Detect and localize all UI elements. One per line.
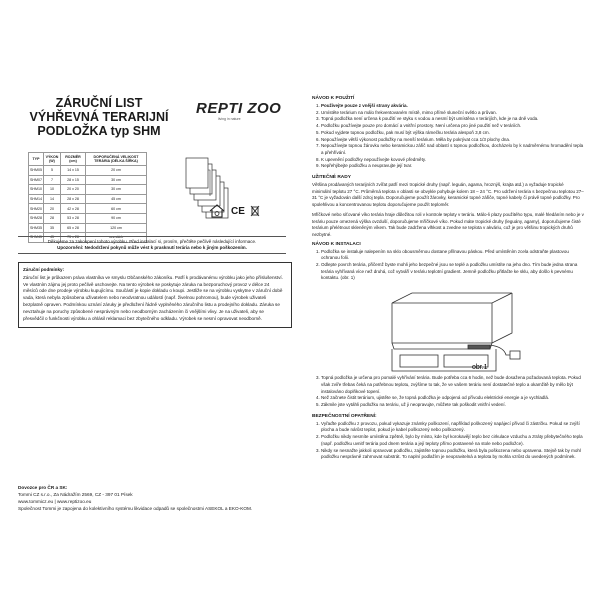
cell: SHM10 [29, 185, 44, 195]
list-item: 2. Podložku nikdy nesmíte umístěna zpětně, bylo by místo, kde byl korokavějí teplo bez cirkulace vzduchu a ztráty přebytečného tepla (např. podložku uvnitř terária pod dnem terária a její teploty přímo postavené na stole nebo podložce). [321, 434, 584, 447]
cell: 30 cm [85, 175, 146, 185]
cell: 53 x 28 [60, 213, 85, 223]
warranty-heading: Záruční podmínky: [23, 267, 65, 272]
cell: 14 x 15 [60, 166, 85, 176]
cell: SHM35 [29, 223, 44, 233]
cell: 20 x 20 [60, 185, 85, 195]
supplier-heading: Dovozce pro ČR a SK: [18, 485, 68, 490]
list-item: 4. Podložku používejte pouze pro domácí a vnitřní prostory. Není určena pro jiné použití než v teráriích. [321, 123, 584, 130]
cell: 42 x 28 [60, 204, 85, 214]
title-line: VÝHŘEVNÁ TERARIJNÍ [29, 110, 169, 124]
weee-bin-icon [250, 204, 260, 218]
cell: 14 [43, 194, 60, 204]
cell: 75 x 28 [60, 233, 85, 243]
document-title [24, 96, 174, 138]
tips-paragraph: Mříčkové nebo síťované víko terária hraje důležitou roli v kontrole teploty v teráriu. Málo-li plazy použitého typu, malé hledáním nebo je v teráriu pouze omezená výška ovzduší, doporučujeme mříčkové víko. Pokud máte tropické druhy (leguány, agamy), doporučujeme čisté terárium přelétnout skleněným víkem. Tak bude zadržena vlhkost a zvedne se teplota v akváriu, což je pro většinu tropických druhů nezbytné. [312, 211, 584, 237]
warranty-conditions-box [18, 262, 292, 328]
cell: 28 x 15 [60, 175, 85, 185]
cell: 120 cm [85, 223, 146, 233]
col-header: ROZMĚR (cm) [60, 153, 85, 166]
thanks-notice [18, 236, 286, 254]
table-row [29, 194, 147, 204]
cell: 28 [43, 213, 60, 223]
usage-list [312, 103, 584, 170]
list-item: 1. Podložka se instaluje nalepením na sklo obousměrnou dostane přilnavou páskou. Před umístěním zcela odstraňte plastovou ochranou folii. [321, 249, 584, 262]
supplier-web: www.tommicz.eu | www.reptizoo.eu [18, 499, 92, 504]
table-row [29, 204, 147, 214]
cell: 7 [43, 175, 60, 185]
supplier-address: Tommi CZ s.r.o., Za Nádražím 2569, CZ - 397 01 Písek [18, 492, 133, 497]
list-item: 5. Pokud vyjdete topnou podložku, pak musí být výška rámečku terária alespoň 3,8 cm. [321, 130, 584, 137]
plug [510, 351, 520, 359]
cell: 20 cm [85, 166, 146, 176]
cell: 65 x 28 [60, 223, 85, 233]
right-column [312, 96, 584, 461]
list-item: 6. Nepoužívejte větší výkonost podložky na menší terárium. Měla by pokrývat cca 1/3 plochy dna. [321, 137, 584, 144]
list-item: 1. Používejte pouze z vnější strany akvária. [321, 103, 584, 110]
cell: 28 x 28 [60, 194, 85, 204]
heat-mat [468, 345, 490, 349]
cabinet-drawer [400, 355, 438, 367]
usage-heading: NÁVOD K POUŽITÍ [312, 96, 355, 101]
table-row [29, 223, 147, 233]
title-line: ZÁRUČNÍ LIST [55, 96, 143, 110]
house-recycling-icon [208, 204, 226, 218]
logo-text: REPTI ZOO [196, 100, 282, 117]
warranty-text: Záruční list je průkazem práva vlastníka ve smyslu Občanského zákoníku. Patří k prodávanému výrobku jako jeho příslušenství. Ve vlastním zájmu jej proto pečlivě uschovejte. Na tento výrobek se poskytuje záruka na bezporuchový provoz v délce 24 měsíců ode dne prodeje výrobku kupujícímu. Součástí je kopie dokladu o koupi. Jestliže se na výrobku vyskytne v záruční době vada, která nebyla způsobena uživatelem nebo neodvratnou událostí (např. živelnou pohromou), bude výrobek uživateli bezplatně opraven. Podmínkou uznání záruky je předložení řádně vyplněného záručního listu a prodejního dokladu. Záruka se nevztahuje na poruchy způsobené nesprávným nebo neodborným zacházením či vnějšími vlivy. Je na uživateli, aby se přesvědčil o funkčnosti výrobku a ohlásil reklamaci bez zbytečného odkladu. Výrobek se nesmí opravovat neodborně. [23, 274, 283, 321]
cell: 5 [43, 166, 60, 176]
list-item: 3. Topná podložka není určena k použití ve styku s vodou a nesmí být umístěna v terárijích, kde je na dně voda. [321, 116, 584, 123]
col-header: VÝKON (W) [43, 153, 60, 166]
cell: SHM28 [29, 213, 44, 223]
figure-label: obr.1 [472, 364, 488, 372]
tips-heading: UŽITEČNÉ RADY [312, 175, 351, 181]
list-item: 9. Nepřehýbejte podložku a neupravujte její tvar. [321, 163, 584, 170]
list-item: 2. Umístěte terárium na málo frekventovaném místě, mimo přímé sluneční světlo a průvan. [321, 110, 584, 117]
logo-tagline: living in nature [218, 117, 241, 121]
table-row [29, 213, 147, 223]
cell: 45 [43, 233, 60, 243]
warning-text: Upozornění: Nedodržení pokynů může vést k prasknutí terária nebo k jiným poškozením. [57, 245, 247, 250]
supplier-info [18, 484, 286, 512]
terrarium-installation-figure [372, 285, 532, 373]
list-item: 7. Nepoužívejte topnou žárovku nebo keramickou zářič nad oblastí s topnou podložkou, docházelo by k nadměrnému hromadění tepla a přehřívání. [321, 143, 584, 156]
list-item: 4. Než začnete čistit terárium, ujistěte se, že topná podložka je odpojená od přívodu elektrické energie a je vychladlá. [321, 395, 584, 402]
cell: 60 cm [85, 204, 146, 214]
cell: SHM07 [29, 175, 44, 185]
col-header: DOPORUČENÁ VELIKOST TERÁRIA (DÉLKA ŠÍŘKA) [85, 153, 146, 166]
list-item: 3. Topná podložka je určena pro pomalé vyhřívání terária. Bude potřeba cca 6 hodin, než bude dosažena požadovaná teplota. Pokud však zvíře třebas čeká na potřebnou teplotu, zvýšíme to tak, že ve vašem teráriu není dostatečné teplo a okamžitě by mělo být instalováno doplňkové topení. [321, 375, 584, 395]
spec-table [28, 152, 147, 243]
title-line: PODLOŽKA typ SHM [37, 124, 161, 138]
terrarium-lid [392, 293, 512, 303]
cell: 20 [43, 204, 60, 214]
list-item: 1. Vyřaďte podložku z provozu, pokud vykazuje známky poškození, například poškozený napájecí přívod či zástrčku. Pokud se zvýší plocha a bude nárůst teplot, pokud je kabel poškozený nebo poškozený. [321, 421, 584, 434]
thanks-text: Děkujeme za zakoupení tohoto výrobku. Před instalací si, prosím, přečtěte pečlivě následující informace. [47, 239, 257, 244]
safety-list [312, 421, 584, 461]
table-row [29, 185, 147, 195]
mat-shape [186, 158, 208, 188]
supplier-recycling: Společnost Tommi je zapojena do kolektivního systému likvidace odpadů se společnostmi ASEKOL a EKO-KOM. [18, 506, 253, 511]
tips-paragraph: Většina prodávaných terarijních zvířat patří mezi tropické druhy (např. leguán, agama, hroznýš, krajta atd.) a vyžaduje tropické minimální teplotu 27 °C. Průměrná teplota v oblasti se obvykle pohybuje kolem 18 – 24 °C. Pro udržení terária s bezpečnou teplotou 27–31 °C je vyžadován další zdroj tepla. Doporučujeme použít žárovky, keramické topné zářiče, topné kabely či právě topné podložky. Pro spolehlivou a koncentrovanou teplotu doporučujeme použít teploměr. [312, 182, 584, 208]
terrarium-glass [392, 293, 512, 343]
list-item: 3. Nikdy se nesnažte jakkoli opravovat podložku, zajistěte topnou podložku, která byla poškozena nebo upravena. Stejně tak by mohl podložku nesprávně zahrnovat substrát. To naplní podlažím je neopravitelná a teplota by mohla vzrůst do uvedených podmínek. [321, 448, 584, 461]
cell: 35 [43, 223, 60, 233]
cell: SHM45 [29, 233, 44, 243]
list-item: 5. Zákmile jste vytáhli podložku na teráriu, už ji neopravujte, můžete tak poškodit vnitřní vedení. [321, 402, 584, 409]
cell: SHM14 [29, 194, 44, 204]
table-header-row [29, 153, 147, 166]
power-cable [490, 345, 510, 355]
install-heading: NÁVOD K INSTALACI [312, 241, 361, 247]
install-list-continued [312, 375, 584, 409]
list-item: 2. Odlepte povrch terária, přičemž byste mohli jeho bezpečné jsou se teplé a podložku umístíte na jeho dno. Tím bude jedna strana terária vyhřívaná více než druhá, což vytváří v teráriu teplotní gradient. Jemně podložku přitlačte ke sklu, aby došlo k pevnému kontaktu. (obr. 1) [321, 262, 584, 282]
cell: 30 cm [85, 185, 146, 195]
ce-mark-icon: CE [231, 205, 245, 217]
cell: SHM05 [29, 166, 44, 176]
cell: 10 [43, 185, 60, 195]
cell: SHM20 [29, 204, 44, 214]
left-column [18, 96, 286, 511]
safety-heading: BEZPEČNOSTNÍ OPATŘENÍ: [312, 413, 377, 419]
table-row [29, 166, 147, 176]
cell: 45 cm [85, 194, 146, 204]
reptizoo-logo [196, 100, 282, 122]
cell: neználek [85, 233, 146, 243]
table-row [29, 175, 147, 185]
col-header: TYP [29, 153, 44, 166]
cell: 90 cm [85, 213, 146, 223]
certification-icons [208, 204, 260, 218]
list-item: 8. K upevnění podložky nepoužívejte kovové předměty. [321, 157, 584, 164]
install-list [312, 249, 584, 283]
